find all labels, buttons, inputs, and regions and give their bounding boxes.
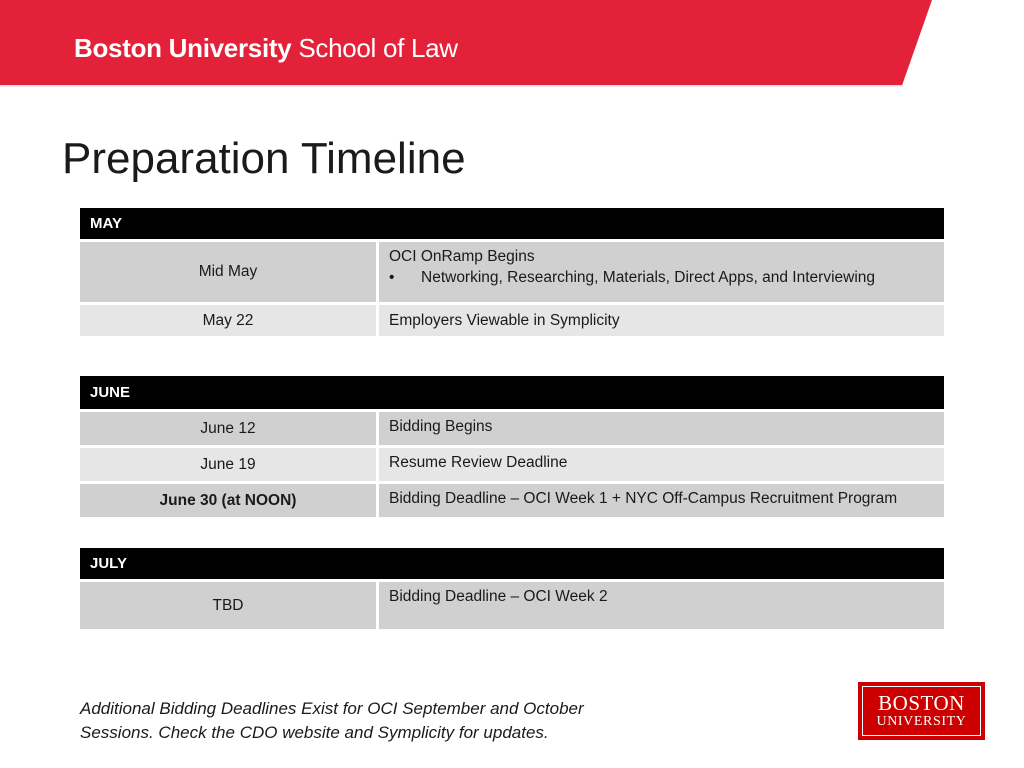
table-row: [80, 242, 944, 302]
footnote-line: Sessions. Check the CDO website and Symplicity for updates.: [80, 723, 549, 742]
table-row: [80, 484, 944, 517]
bullet-item: [389, 269, 934, 287]
date-cell: June 19: [80, 448, 376, 481]
date-cell: June 12: [80, 412, 376, 445]
event-text: OCI OnRamp Begins: [389, 248, 535, 265]
footnote-line: Additional Bidding Deadlines Exist for OCI September and October: [80, 699, 584, 718]
section-heading: MAY: [80, 208, 944, 239]
table-row: [80, 305, 944, 336]
section-heading: JUNE: [80, 376, 944, 409]
section-may: [80, 208, 944, 336]
section-heading: JULY: [80, 548, 944, 579]
logo-frame: [862, 686, 981, 736]
table-row: [80, 412, 944, 445]
event-cell: Employers Viewable in Symplicity: [379, 305, 944, 336]
header-brand-school: School of Law: [298, 33, 458, 63]
date-cell: Mid May: [80, 242, 376, 302]
date-cell: TBD: [80, 582, 376, 629]
table-row: [80, 448, 944, 481]
boston-university-logo: [858, 682, 985, 740]
logo-line-university: UNIVERSITY: [876, 714, 967, 729]
event-cell: [379, 242, 944, 302]
page-title: Preparation Timeline: [62, 134, 466, 183]
event-cell: Bidding Deadline – OCI Week 2: [379, 582, 944, 629]
section-june: [80, 376, 944, 517]
table-row: [80, 582, 944, 629]
event-cell: Bidding Begins: [379, 412, 944, 445]
date-cell: June 30 (at NOON): [80, 484, 376, 517]
section-july: [80, 548, 944, 629]
bullet-text: Networking, Researching, Materials, Direct Apps, and Interviewing: [421, 269, 876, 286]
bullet-icon: •: [389, 269, 395, 286]
header-brand-university: Boston University: [74, 33, 292, 63]
footnote: [80, 697, 640, 745]
date-cell: May 22: [80, 305, 376, 336]
header-banner-shadow: [0, 85, 903, 88]
logo-line-boston: BOSTON: [878, 691, 965, 715]
event-cell: Bidding Deadline – OCI Week 1 + NYC Off-Campus Recruitment Program: [379, 484, 944, 517]
event-cell: Resume Review Deadline: [379, 448, 944, 481]
header-brand: [74, 33, 458, 64]
